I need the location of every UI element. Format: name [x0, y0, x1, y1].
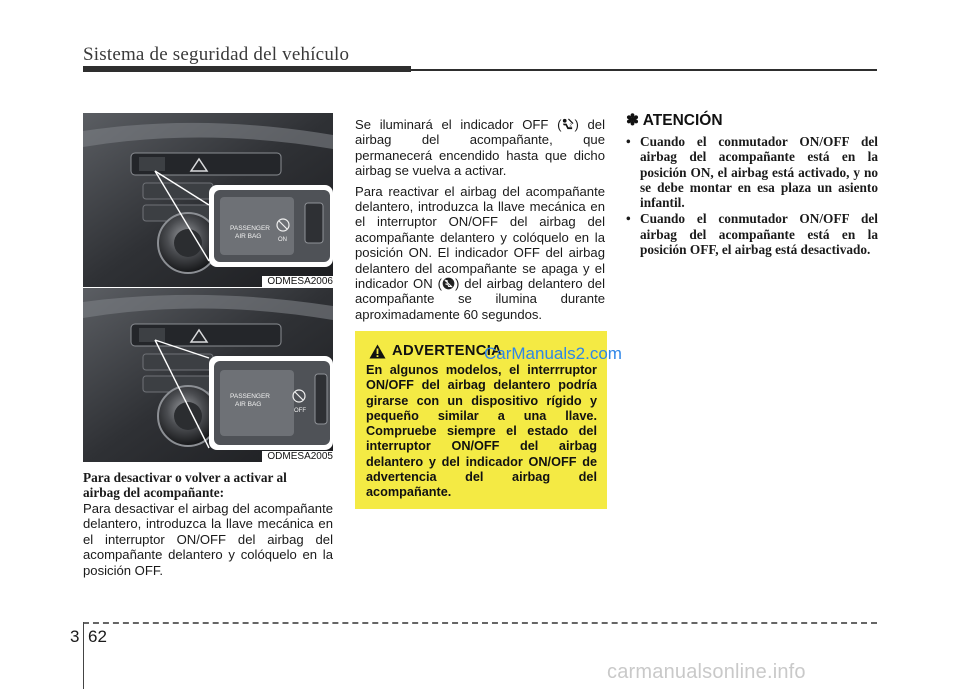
- body-paragraph: [355, 184, 605, 323]
- body-paragraph: [355, 117, 605, 179]
- text-run: Se iluminará el indicador OFF (: [355, 117, 562, 132]
- attention-heading: ✽ ATENCIÓN: [626, 112, 723, 129]
- warning-text: En algunos modelos, el interrruptor ON/OFF del airbag delantero podría girarse con un dispositivo rígido y pequeño similar a una llave. Compruebe siempre el estado del interruptor ON/OFF del airbag delantero y del indicador ON/OFF de advertencia del airbag del acompañante.: [366, 363, 597, 500]
- list-item: • Cuando el conmutador ON/OFF del airbag del acompañante está en la posición OFF, el airbag está desactivado.: [626, 211, 878, 257]
- svg-text:2: 2: [569, 122, 573, 128]
- header-rule: [411, 69, 877, 71]
- footer-vertical-rule: [83, 622, 84, 689]
- photo-airbag-switch-on: [83, 113, 333, 287]
- image-code-label: ODMESA2005: [262, 451, 333, 462]
- text-run: ) del airbag delantero del acompañante se ilumina durante aproximadamente 60 segundos.: [355, 276, 606, 322]
- chapter-number: 3: [70, 627, 80, 646]
- section-heading: [83, 470, 333, 501]
- panel-airbag-label: AIR BAG: [235, 401, 262, 408]
- attention-list: [626, 134, 878, 258]
- heading-line: Para desactivar o volver a activar al: [83, 470, 287, 485]
- text-run: ) del airbag del acompañante, que permanecerá encendido hasta que dicho airbag se vuelva a activar.: [355, 117, 605, 179]
- panel-airbag-label: AIR BAG: [235, 233, 262, 240]
- photo-airbag-switch-off: [83, 288, 333, 462]
- panel-state-label: OFF: [294, 408, 306, 414]
- warning-triangle-icon: [369, 344, 386, 359]
- heading-line: airbag del acompañante:: [83, 485, 225, 501]
- panel-state-label: ON: [278, 237, 287, 243]
- panel-passenger-label: PASSENGER: [230, 393, 270, 400]
- body-text-column-2: [355, 117, 605, 327]
- page-number: 62: [88, 627, 107, 646]
- airbag-on-indicator-icon: [442, 277, 455, 290]
- warning-title: ADVERTENCIA: [392, 343, 503, 359]
- airbag-off-indicator-icon: [561, 118, 574, 131]
- image-code-label: ODMESA2006: [262, 276, 333, 287]
- header-bar: [83, 66, 411, 72]
- watermark-link[interactable]: CarManuals2.com: [484, 344, 622, 363]
- text-run: Para reactivar el airbag del acompañante delantero, introduzca la llave mecánica en el interruptor ON/OFF del airbag del acompañante delantero y colóquelo en la posición ON. El indicador OFF del airbag delantero del acompañante se apaga y el indicador ON (: [355, 183, 605, 292]
- footer-site-watermark[interactable]: carmanualsonline.info: [607, 661, 806, 683]
- footer-divider: [83, 622, 877, 624]
- body-paragraph: Para desactivar el airbag del acompañante delantero, introduzca la llave mecánica en el interruptor ON/OFF del airbag del acompañante delantero y colóquelo en la posición OFF.: [83, 501, 333, 578]
- panel-passenger-label: PASSENGER: [230, 225, 270, 232]
- page-header-title: Sistema de seguridad del vehículo: [83, 44, 350, 65]
- list-item: • Cuando el conmutador ON/OFF del airbag del acompañante está en la posición ON, el airbag está activado, y no se debe montar en esa plaza un asiento infantil.: [626, 134, 878, 210]
